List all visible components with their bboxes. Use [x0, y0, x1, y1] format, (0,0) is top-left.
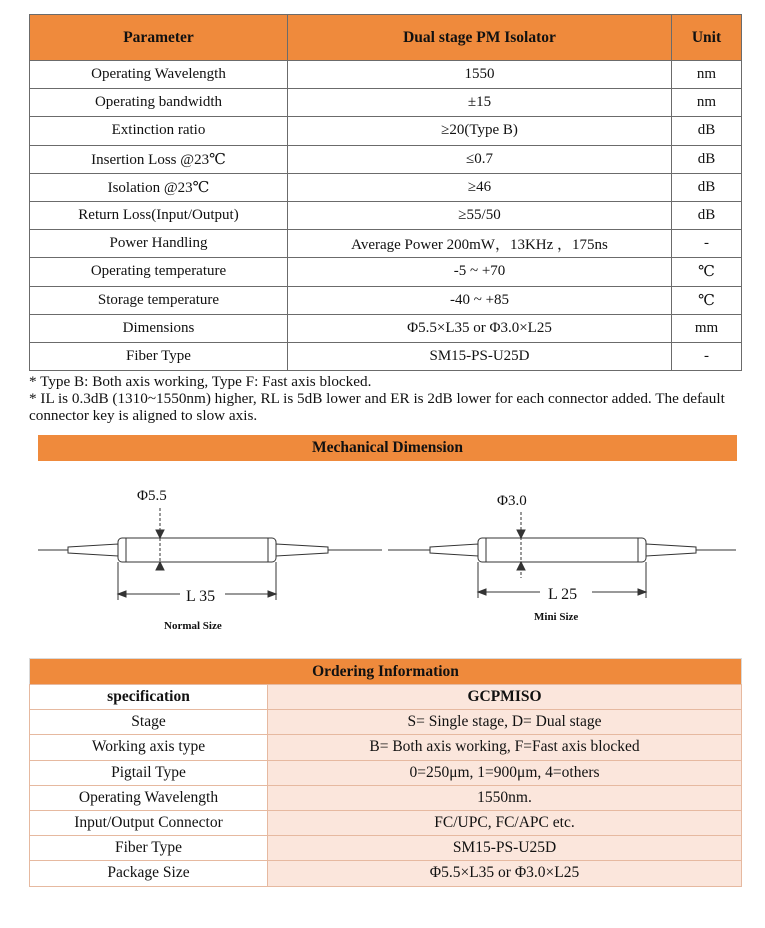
ordering-information-title: Ordering Information [29, 658, 742, 686]
ordering-spec: Operating Wavelength [30, 785, 268, 810]
notes [29, 373, 749, 424]
table-row [30, 173, 742, 201]
spec-value: Average Power 200mW，13KHz ，175ns [288, 230, 672, 258]
spec-unit: dB [672, 201, 742, 229]
ordering-value: SM15-PS-U25D [268, 836, 742, 861]
spec-value: ±15 [288, 89, 672, 117]
spec-value: ≥46 [288, 173, 672, 201]
spec-value: 1550 [288, 61, 672, 89]
normal-diameter-label: Φ5.5 [137, 488, 167, 504]
table-row [30, 836, 742, 861]
spec-value: ≥20(Type B) [288, 117, 672, 145]
ordering-spec: Stage [30, 710, 268, 735]
table-row [30, 785, 742, 810]
spec-unit: mm [672, 314, 742, 342]
spec-header-parameter: Parameter [30, 15, 288, 61]
note-connector: * IL is 0.3dB (1310~1550nm) higher, RL is 5dB lower and ER is 2dB lower for each connector added. The default connector key is aligned to slow axis. [29, 390, 725, 424]
spec-param: Operating Wavelength [30, 61, 288, 89]
spec-param: Fiber Type [30, 342, 288, 370]
table-row [30, 861, 742, 886]
spec-header-unit: Unit [672, 15, 742, 61]
table-row [30, 342, 742, 370]
ordering-table [29, 684, 742, 887]
spec-unit: dB [672, 145, 742, 173]
spec-value: Φ5.5×L35 or Φ3.0×L25 [288, 314, 672, 342]
table-row [30, 145, 742, 173]
spec-unit: dB [672, 117, 742, 145]
ordering-spec: Working axis type [30, 735, 268, 760]
ordering-header-spec: specification [30, 685, 268, 710]
ordering-spec: Fiber Type [30, 836, 268, 861]
table-row [30, 117, 742, 145]
spec-header-product: Dual stage PM Isolator [288, 15, 672, 61]
table-row [30, 201, 742, 229]
spec-value: ≤0.7 [288, 145, 672, 173]
spec-param: Operating temperature [30, 258, 288, 286]
spec-table [29, 14, 742, 371]
spec-unit: - [672, 230, 742, 258]
spec-value: ≥55/50 [288, 201, 672, 229]
spec-param: Dimensions [30, 314, 288, 342]
spec-header-row [30, 15, 742, 61]
spec-param: Return Loss(Input/Output) [30, 201, 288, 229]
spec-unit: ℃ [672, 258, 742, 286]
spec-param: Isolation @23℃ [30, 173, 288, 201]
table-row [30, 61, 742, 89]
mechanical-dimension-title: Mechanical Dimension [38, 435, 737, 461]
ordering-value: 1550nm. [268, 785, 742, 810]
table-row [30, 314, 742, 342]
ordering-value: Φ5.5×L35 or Φ3.0×L25 [268, 861, 742, 886]
ordering-value: FC/UPC, FC/APC etc. [268, 810, 742, 835]
table-row [30, 286, 742, 314]
mini-length-label: L 25 [548, 586, 578, 603]
mechanical-drawing [0, 470, 765, 640]
table-row [30, 710, 742, 735]
spec-param: Storage temperature [30, 286, 288, 314]
normal-size-drawing [38, 508, 382, 600]
normal-size-caption: Normal Size [164, 620, 222, 632]
ordering-spec: Package Size [30, 861, 268, 886]
mini-diameter-label: Φ3.0 [497, 493, 527, 509]
spec-value: SM15-PS-U25D [288, 342, 672, 370]
spec-param: Power Handling [30, 230, 288, 258]
spec-unit: ℃ [672, 286, 742, 314]
spec-unit: - [672, 342, 742, 370]
ordering-value: 0=250μm, 1=900μm, 4=others [268, 760, 742, 785]
table-row [30, 810, 742, 835]
normal-length-label: L 35 [186, 588, 216, 605]
ordering-spec: Pigtail Type [30, 760, 268, 785]
table-row [30, 258, 742, 286]
table-row [30, 230, 742, 258]
ordering-spec: Input/Output Connector [30, 810, 268, 835]
note-type: * Type B: Both axis working, Type F: Fast axis blocked. [29, 373, 372, 390]
spec-value: -5 ~ +70 [288, 258, 672, 286]
ordering-value: B= Both axis working, F=Fast axis blocked [268, 735, 742, 760]
spec-unit: dB [672, 173, 742, 201]
spec-value: -40 ~ +85 [288, 286, 672, 314]
table-row [30, 760, 742, 785]
spec-unit: nm [672, 61, 742, 89]
ordering-header-code: GCPMISO [268, 685, 742, 710]
ordering-header-row [30, 685, 742, 710]
mini-size-caption: Mini Size [534, 611, 579, 623]
table-row [30, 89, 742, 117]
spec-param: Insertion Loss @23℃ [30, 145, 288, 173]
spec-param: Extinction ratio [30, 117, 288, 145]
spec-unit: nm [672, 89, 742, 117]
ordering-value: S= Single stage, D= Dual stage [268, 710, 742, 735]
table-row [30, 735, 742, 760]
spec-param: Operating bandwidth [30, 89, 288, 117]
